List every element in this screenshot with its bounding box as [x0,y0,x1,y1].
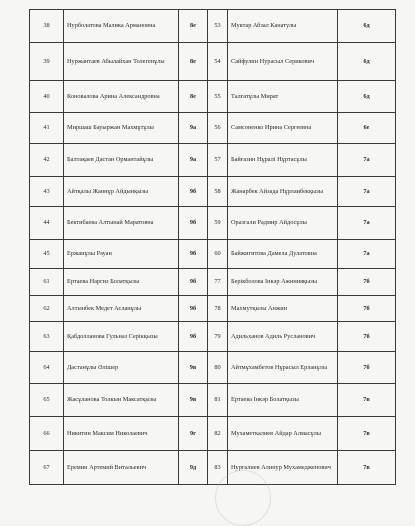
row-number: 77 [208,269,228,296]
table-row [30,352,396,384]
table-row [30,43,396,81]
class-label: 8е [179,81,208,113]
row-number: 56 [208,113,228,144]
table-row [30,269,396,296]
class-label: 7а [338,144,396,177]
row-number: 59 [208,207,228,240]
student-name: Ержанұлы Рауан [64,240,179,269]
table-row [30,177,396,207]
class-label: 9а [179,113,208,144]
student-name: Махмутқызы Анжин [228,296,338,322]
row-number: 43 [30,177,64,207]
table-row [30,322,396,352]
class-label: 9б [179,207,208,240]
student-name: Бектибаева Алтынай Маратовна [64,207,179,240]
table-row [30,384,396,417]
student-name: Нуржантаев Абылайхан Толегенұлы [64,43,179,81]
table-row [30,451,396,485]
class-label: 9а [179,144,208,177]
row-number: 81 [208,384,228,417]
student-name: Балтақаев Дастан Ормантайұлы [64,144,179,177]
row-number: 62 [30,296,64,322]
row-number: 41 [30,113,64,144]
student-name: Байжигитова Дамела Дулатовна [228,240,338,269]
class-label: 6д [338,10,396,43]
row-number: 54 [208,43,228,81]
faded-stamp [215,470,271,526]
class-label: 7а [338,177,396,207]
student-name: Миршаш Бауыржан Махмұтұлы [64,113,179,144]
row-number: 38 [30,10,64,43]
row-number: 78 [208,296,228,322]
class-label: 7б [338,296,396,322]
table-row [30,296,396,322]
row-number: 39 [30,43,64,81]
class-label: 9б [179,296,208,322]
row-number: 42 [30,144,64,177]
row-number: 45 [30,240,64,269]
student-name: Еремин Артемий Витальевич [64,451,179,485]
row-number: 55 [208,81,228,113]
row-number: 82 [208,417,228,451]
class-label: 7в [338,384,396,417]
student-name: Ертаева Інкәр Болатқызы [228,384,338,417]
row-number: 44 [30,207,64,240]
class-label: 9б [179,269,208,296]
student-name: Байғазин Нұралі Нұртасұлы [228,144,338,177]
row-number: 40 [30,81,64,113]
table-row [30,240,396,269]
row-number: 83 [208,451,228,485]
row-number: 60 [208,240,228,269]
row-number: 79 [208,322,228,352]
student-name: Сайфулин Нурасыл Серикович [228,43,338,81]
row-number: 66 [30,417,64,451]
student-roster-table [29,9,396,485]
class-label: 6д [338,81,396,113]
student-name: Муктар Абзал Канатулы [228,10,338,43]
row-number: 80 [208,352,228,384]
student-name: Дастанұлы Әлішер [64,352,179,384]
row-number: 57 [208,144,228,177]
class-label: 9в [179,384,208,417]
table-row [30,144,396,177]
table-row [30,81,396,113]
row-number: 64 [30,352,64,384]
student-name: Талғатұлы Мират [228,81,338,113]
row-number: 61 [30,269,64,296]
class-label: 7б [338,269,396,296]
student-name: Қабдолланова Гульназ Серікқызы [64,322,179,352]
row-number: 65 [30,384,64,417]
row-number: 53 [208,10,228,43]
row-number: 58 [208,177,228,207]
class-label: 6д [338,43,396,81]
student-name: Ертаева Наргиз Болатқызы [64,269,179,296]
student-name: Коновалова Арина Александровна [64,81,179,113]
student-name: Самсоненко Ирина Сергеевна [228,113,338,144]
class-label: 7б [338,322,396,352]
row-number: 67 [30,451,64,485]
table-row [30,417,396,451]
class-label: 6е [338,113,396,144]
student-name: Алтынбек Медет Асланұлы [64,296,179,322]
student-name: Нурболатова Малика Армановна [64,10,179,43]
row-number: 63 [30,322,64,352]
student-name: Оразгали Радмир Айдосұлы [228,207,338,240]
student-name: Айтқалы Жаннұр Айдынқызы [64,177,179,207]
class-label: 9б [179,177,208,207]
class-label: 7б [338,352,396,384]
student-name: Мухаметкалиев Айдар Алмасұлы [228,417,338,451]
class-label: 8е [179,43,208,81]
student-name: Никитин Максим Николаевич [64,417,179,451]
table-row [30,10,396,43]
class-label: 8е [179,10,208,43]
table-row [30,113,396,144]
student-name: Нургалиев Алинур Мухамедженович [228,451,338,485]
class-label: 9в [179,352,208,384]
class-label: 9г [179,417,208,451]
class-label: 9д [179,451,208,485]
class-label: 7в [338,451,396,485]
student-name: Берікболова Інкәр Ажинияқызы [228,269,338,296]
roster-body [30,10,396,485]
student-name: Жасұланова Толкын Максатқызы [64,384,179,417]
class-label: 7в [338,417,396,451]
student-name: Айтмұхамбетов Нұрасыл Ерланұлы [228,352,338,384]
class-label: 9б [179,322,208,352]
student-name: Жанарбек Айзада Нұрлаибекқызы [228,177,338,207]
class-label: 7а [338,207,396,240]
class-label: 7а [338,240,396,269]
student-name: Адильханов Адиль Русланович [228,322,338,352]
table-row [30,207,396,240]
class-label: 9б [179,240,208,269]
